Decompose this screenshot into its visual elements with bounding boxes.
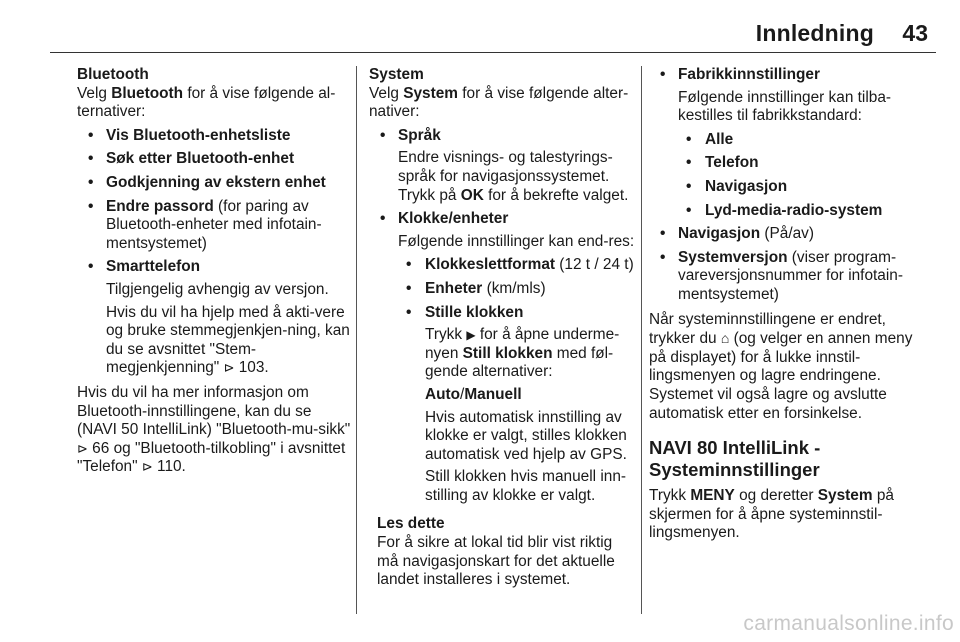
page-number: 43 (902, 20, 928, 46)
bullet-icon: • (88, 150, 94, 168)
paragraph: Velg System for å vise følgende alter-nativer: (369, 84, 629, 121)
column-divider (356, 66, 357, 614)
column-system (369, 66, 635, 590)
paragraph: Trykk MENY og deretter System på skjermen for å åpne systeminnstil-lingsmenyen. (649, 487, 894, 542)
section-heading: Bluetooth (77, 66, 149, 83)
home-icon: ⌂ (720, 330, 730, 347)
list-item: • Godkjenning av ekstern enhet (88, 173, 326, 191)
bullet-icon: • (88, 173, 94, 191)
paragraph: Endre visnings- og talestyrings-språk for navigasjonssystemet. Trykk på OK for å bekrefte valget. (398, 149, 629, 204)
chapter-title: Innledning (755, 20, 874, 46)
paragraph: Hvis du vil ha mer informasjon om Bluetooth-innstillingene, kan du se (NAVI 50 IntelliLink) "Bluetooth-mu-sikk" ⊳ 66 og "Bluetooth-tilkobling" i avsnittet "Telefon" ⊳ 110. (77, 383, 351, 476)
column-divider (641, 66, 642, 614)
bullet-icon: • (380, 126, 386, 144)
paragraph: Auto/Manuell (425, 385, 522, 403)
bullet-icon: • (660, 248, 666, 266)
list-item: • Fabrikkinnstillinger (660, 66, 820, 83)
bullet-icon: • (88, 126, 94, 144)
bullet-icon: • (88, 258, 94, 276)
paragraph: Hvis du vil ha hjelp med å akti-vere og bruke stemmegjenkjen-ning, kan du se avsnittet "Stem-megjenkjenning" ⊳ 103. (106, 303, 350, 377)
bullet-icon: • (660, 66, 666, 83)
page-ref-icon: ⊳ (223, 360, 235, 376)
bullet-icon: • (406, 303, 412, 321)
arrow-right-icon: ▶ (466, 328, 476, 343)
paragraph: Følgende innstillinger kan end-res: (398, 232, 635, 250)
section-title: NAVI 80 IntelliLink - Systeminnstillinger (649, 437, 821, 481)
column-factory (649, 66, 931, 543)
bullet-icon: • (686, 154, 692, 172)
list-item: • Stille klokken (406, 303, 524, 321)
list-item: • Smarttelefon (88, 258, 201, 276)
note-title: Les dette (377, 515, 445, 533)
note-text: For å sikre at lokal tid blir vist riktig må navigasjonskart for det aktuelle landet installeres i systemet. (377, 534, 615, 589)
list-item: • Lyd-media-radio-system (686, 201, 883, 219)
list-item: • Telefon (686, 154, 759, 172)
paragraph: Følgende innstillinger kan tilba-kestilles til fabrikkstandard: (678, 88, 892, 125)
bullet-icon: • (686, 177, 692, 195)
list-item: • Klokkeslettformat (12 t / 24 t) (406, 256, 634, 274)
list-item: • Enheter (km/mls) (406, 279, 546, 297)
bullet-icon: • (686, 201, 692, 219)
paragraph: Hvis automatisk innstilling av klokke er valgt, stilles klokken automatisk ved hjelp av GPS. (425, 408, 627, 463)
paragraph: Velg Bluetooth for å vise følgende al-ternativer: (77, 84, 336, 121)
section-heading: System (369, 66, 424, 83)
column-bluetooth (77, 66, 351, 477)
bullet-icon: • (406, 279, 412, 297)
paragraph: Når systeminnstillingene er endret, trykker du ⌂ (og velger en annen meny på displayet) for å lukke innstil-lingsmenyen og lagre endringene. Systemet vil også lagre og avslutte automatisk etter en forsinkelse. (649, 310, 913, 422)
list-item: • Søk etter Bluetooth-enhet (88, 150, 295, 168)
bullet-icon: • (88, 197, 94, 215)
page-ref-icon: ⊳ (141, 459, 153, 475)
list-item: • Alle (686, 130, 734, 148)
paragraph: Still klokken hvis manuell inn-stilling av klokke er valgt. (425, 468, 627, 504)
list-item: • Endre passord (for paring av Bluetooth-enheter med infotain-mentsystemet) (88, 197, 322, 252)
list-item: • Navigasjon (På/av) (660, 225, 814, 243)
bullet-icon: • (380, 210, 386, 228)
page-header (50, 6, 936, 53)
list-item: • Systemversjon (viser program-vareversjonsnummer for infotain-mentsystemet) (660, 248, 903, 303)
bullet-icon: • (660, 225, 666, 243)
paragraph: Trykk ▶ for å åpne underme-nyen Still klokken med føl-gende alternativer: (425, 326, 620, 381)
list-item: • Navigasjon (686, 177, 788, 195)
bullet-icon: • (686, 130, 692, 148)
bullet-icon: • (406, 256, 412, 274)
watermark: carmanualsonline.info (743, 612, 954, 635)
page-ref-icon: ⊳ (77, 440, 88, 456)
list-item: • Klokke/enheter (380, 210, 509, 228)
paragraph: Tilgjengelig avhengig av versjon. (106, 280, 329, 298)
list-item: • Vis Bluetooth-enhetsliste (88, 126, 291, 144)
list-item: • Språk (380, 126, 441, 144)
